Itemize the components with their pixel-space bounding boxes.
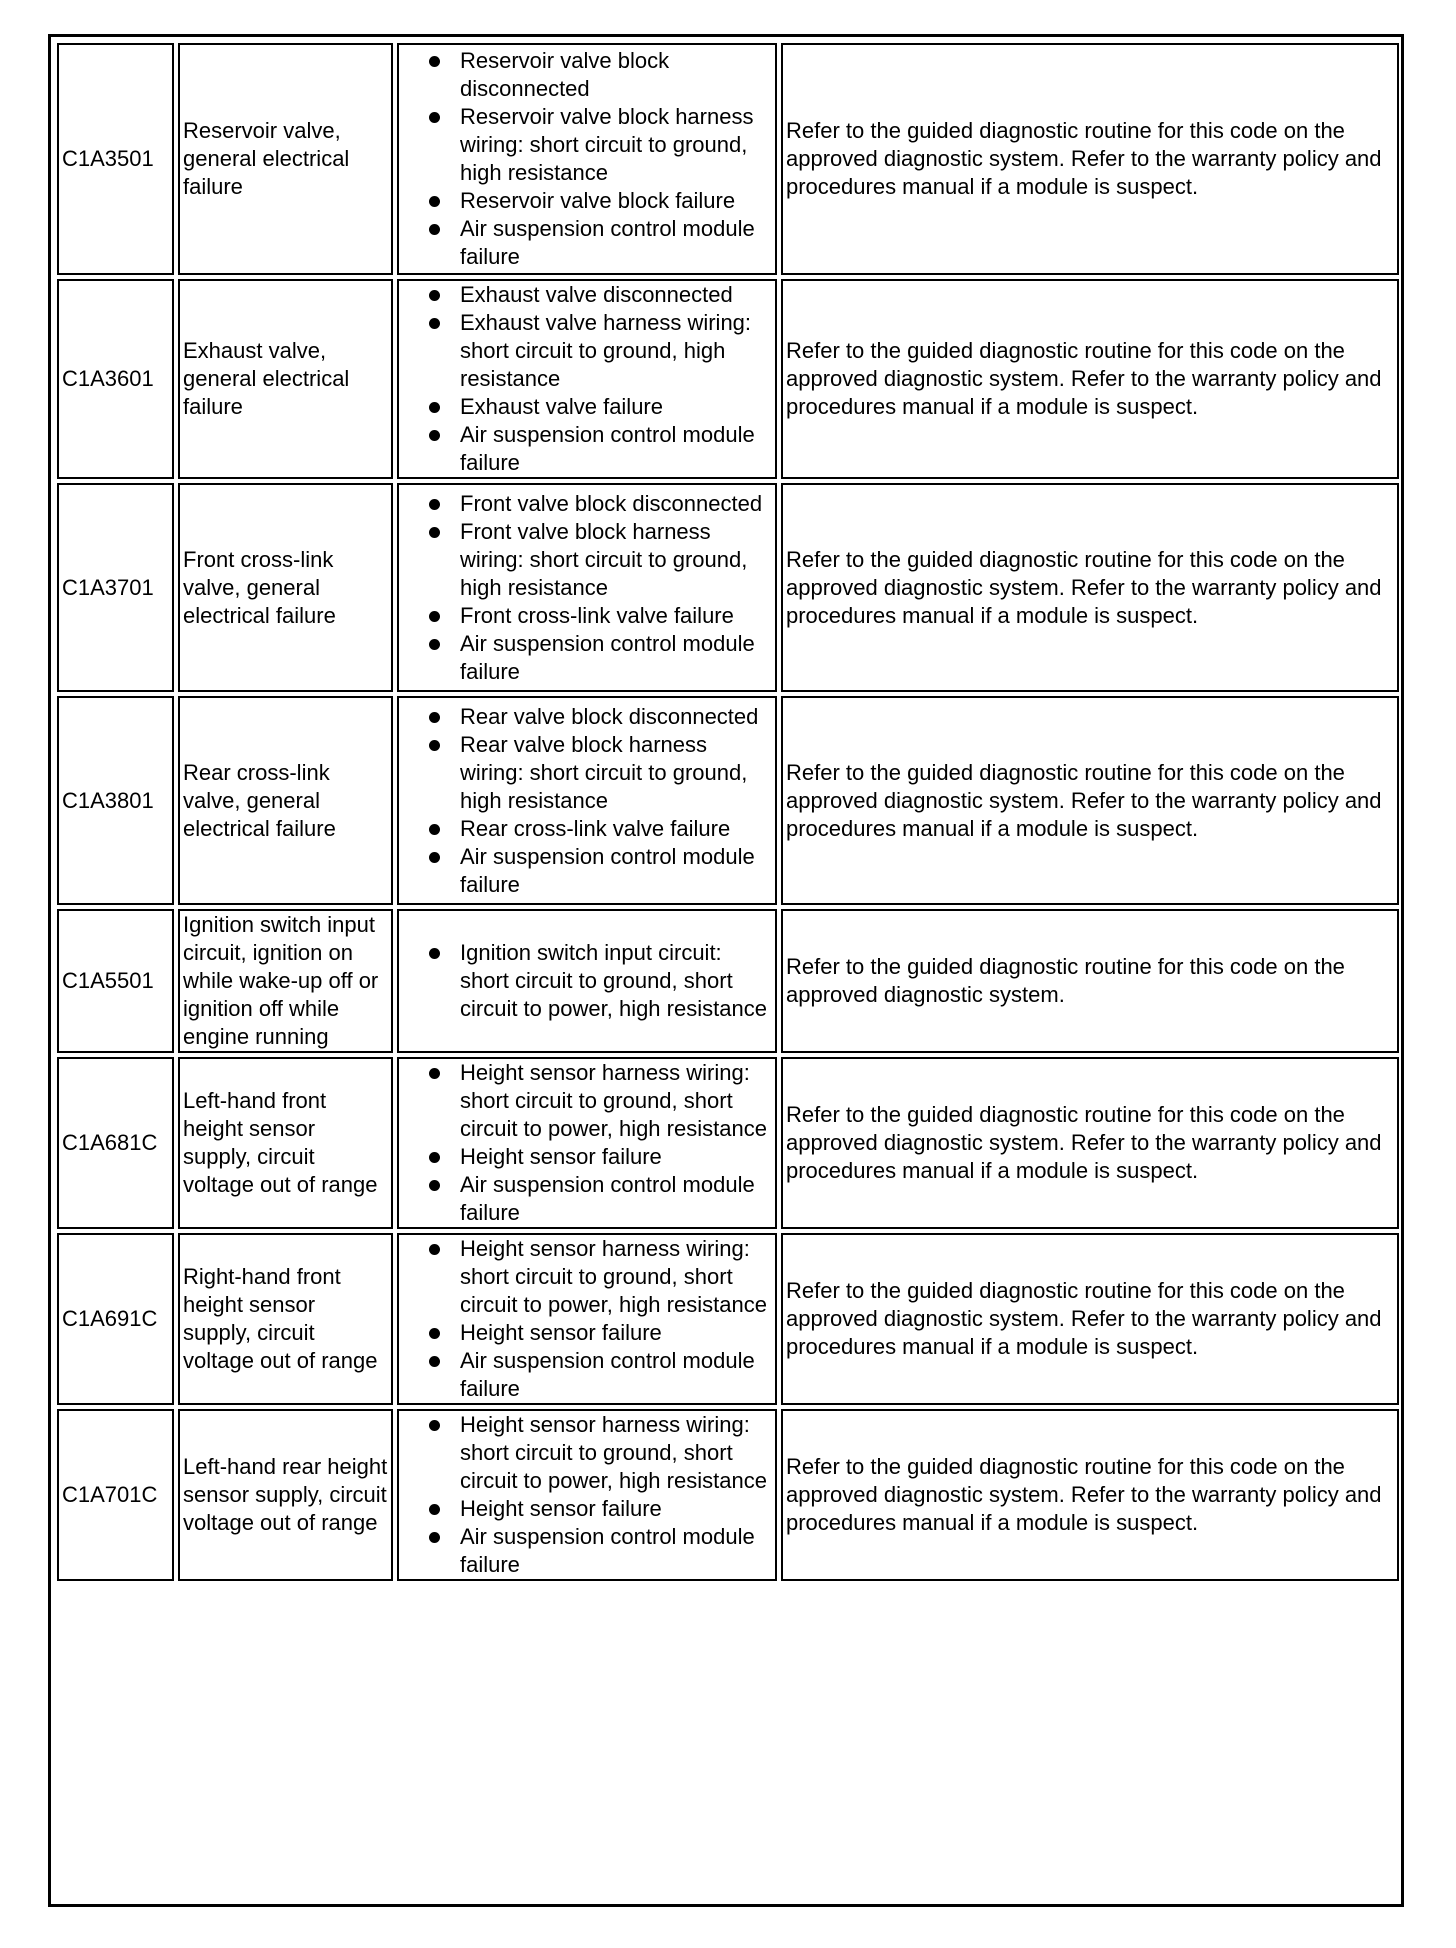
dtc-description: Exhaust valve, general electrical failure bbox=[178, 279, 393, 479]
cause-item: Exhaust valve harness wiring: short circuit to ground, high resistance bbox=[460, 309, 772, 393]
cause-item: Height sensor harness wiring: short circuit to ground, short circuit to power, high resistance bbox=[460, 1235, 772, 1319]
dtc-description: Reservoir valve, general electrical failure bbox=[178, 43, 393, 275]
cause-item: Air suspension control module failure bbox=[460, 1523, 772, 1579]
cause-list bbox=[402, 703, 772, 899]
cause-item: Reservoir valve block disconnected bbox=[460, 47, 772, 103]
cause-item: Height sensor harness wiring: short circuit to ground, short circuit to power, high resistance bbox=[460, 1411, 772, 1495]
table-row bbox=[57, 279, 1399, 479]
table-row bbox=[57, 909, 1399, 1053]
possible-causes bbox=[397, 1233, 777, 1405]
possible-causes bbox=[397, 1057, 777, 1229]
cause-item: Air suspension control module failure bbox=[460, 215, 772, 271]
dtc-description: Right-hand front height sensor supply, circuit voltage out of range bbox=[178, 1233, 393, 1405]
cause-item: Front valve block disconnected bbox=[460, 490, 772, 518]
cause-item: Air suspension control module failure bbox=[460, 843, 772, 899]
cause-item: Reservoir valve block harness wiring: short circuit to ground, high resistance bbox=[460, 103, 772, 187]
cause-item: Air suspension control module failure bbox=[460, 630, 772, 686]
cause-item: Height sensor failure bbox=[460, 1143, 772, 1171]
recommended-action: Refer to the guided diagnostic routine for this code on the approved diagnostic system. Refer to the warranty policy and procedures manual if a module is suspect. bbox=[781, 1409, 1399, 1581]
dtc-code: C1A5501 bbox=[57, 909, 174, 1053]
dtc-description: Left-hand front height sensor supply, circuit voltage out of range bbox=[178, 1057, 393, 1229]
dtc-table-body bbox=[57, 43, 1399, 1581]
dtc-table-frame bbox=[48, 34, 1404, 1907]
dtc-description: Front cross-link valve, general electrical failure bbox=[178, 483, 393, 692]
recommended-action: Refer to the guided diagnostic routine for this code on the approved diagnostic system. Refer to the warranty policy and procedures manual if a module is suspect. bbox=[781, 1233, 1399, 1405]
cause-list bbox=[402, 490, 772, 686]
table-row bbox=[57, 483, 1399, 692]
cause-list bbox=[402, 939, 772, 1023]
table-row bbox=[57, 1233, 1399, 1405]
recommended-action: Refer to the guided diagnostic routine for this code on the approved diagnostic system. bbox=[781, 909, 1399, 1053]
cause-item: Reservoir valve block failure bbox=[460, 187, 772, 215]
dtc-description: Ignition switch input circuit, ignition on while wake-up off or ignition off while engine running bbox=[178, 909, 393, 1053]
dtc-description: Left-hand rear height sensor supply, circuit voltage out of range bbox=[178, 1409, 393, 1581]
cause-item: Front cross-link valve failure bbox=[460, 602, 772, 630]
table-row bbox=[57, 1057, 1399, 1229]
cause-list bbox=[402, 1411, 772, 1579]
cause-item: Rear valve block harness wiring: short circuit to ground, high resistance bbox=[460, 731, 772, 815]
recommended-action: Refer to the guided diagnostic routine for this code on the approved diagnostic system. Refer to the warranty policy and procedures manual if a module is suspect. bbox=[781, 483, 1399, 692]
cause-item: Exhaust valve disconnected bbox=[460, 281, 772, 309]
table-row bbox=[57, 1409, 1399, 1581]
dtc-code: C1A681C bbox=[57, 1057, 174, 1229]
recommended-action: Refer to the guided diagnostic routine for this code on the approved diagnostic system. Refer to the warranty policy and procedures manual if a module is suspect. bbox=[781, 279, 1399, 479]
recommended-action: Refer to the guided diagnostic routine for this code on the approved diagnostic system. Refer to the warranty policy and procedures manual if a module is suspect. bbox=[781, 696, 1399, 905]
cause-item: Air suspension control module failure bbox=[460, 421, 772, 477]
possible-causes bbox=[397, 909, 777, 1053]
possible-causes bbox=[397, 1409, 777, 1581]
possible-causes bbox=[397, 279, 777, 479]
recommended-action: Refer to the guided diagnostic routine for this code on the approved diagnostic system. Refer to the warranty policy and procedures manual if a module is suspect. bbox=[781, 1057, 1399, 1229]
cause-item: Exhaust valve failure bbox=[460, 393, 772, 421]
dtc-code: C1A3601 bbox=[57, 279, 174, 479]
cause-list bbox=[402, 47, 772, 271]
dtc-table bbox=[53, 39, 1403, 1585]
dtc-code: C1A3701 bbox=[57, 483, 174, 692]
cause-list bbox=[402, 1235, 772, 1403]
cause-item: Height sensor failure bbox=[460, 1319, 772, 1347]
dtc-code: C1A3801 bbox=[57, 696, 174, 905]
cause-item: Height sensor failure bbox=[460, 1495, 772, 1523]
cause-item: Rear cross-link valve failure bbox=[460, 815, 772, 843]
cause-item: Front valve block harness wiring: short circuit to ground, high resistance bbox=[460, 518, 772, 602]
cause-item: Ignition switch input circuit: short circuit to ground, short circuit to power, high resistance bbox=[460, 939, 772, 1023]
cause-list bbox=[402, 281, 772, 477]
cause-item: Air suspension control module failure bbox=[460, 1347, 772, 1403]
possible-causes bbox=[397, 43, 777, 275]
possible-causes bbox=[397, 483, 777, 692]
possible-causes bbox=[397, 696, 777, 905]
dtc-code: C1A701C bbox=[57, 1409, 174, 1581]
recommended-action: Refer to the guided diagnostic routine for this code on the approved diagnostic system. Refer to the warranty policy and procedures manual if a module is suspect. bbox=[781, 43, 1399, 275]
table-row bbox=[57, 43, 1399, 275]
cause-item: Rear valve block disconnected bbox=[460, 703, 772, 731]
cause-list bbox=[402, 1059, 772, 1227]
table-row bbox=[57, 696, 1399, 905]
cause-item: Air suspension control module failure bbox=[460, 1171, 772, 1227]
dtc-description: Rear cross-link valve, general electrical failure bbox=[178, 696, 393, 905]
dtc-code: C1A691C bbox=[57, 1233, 174, 1405]
cause-item: Height sensor harness wiring: short circuit to ground, short circuit to power, high resistance bbox=[460, 1059, 772, 1143]
dtc-code: C1A3501 bbox=[57, 43, 174, 275]
